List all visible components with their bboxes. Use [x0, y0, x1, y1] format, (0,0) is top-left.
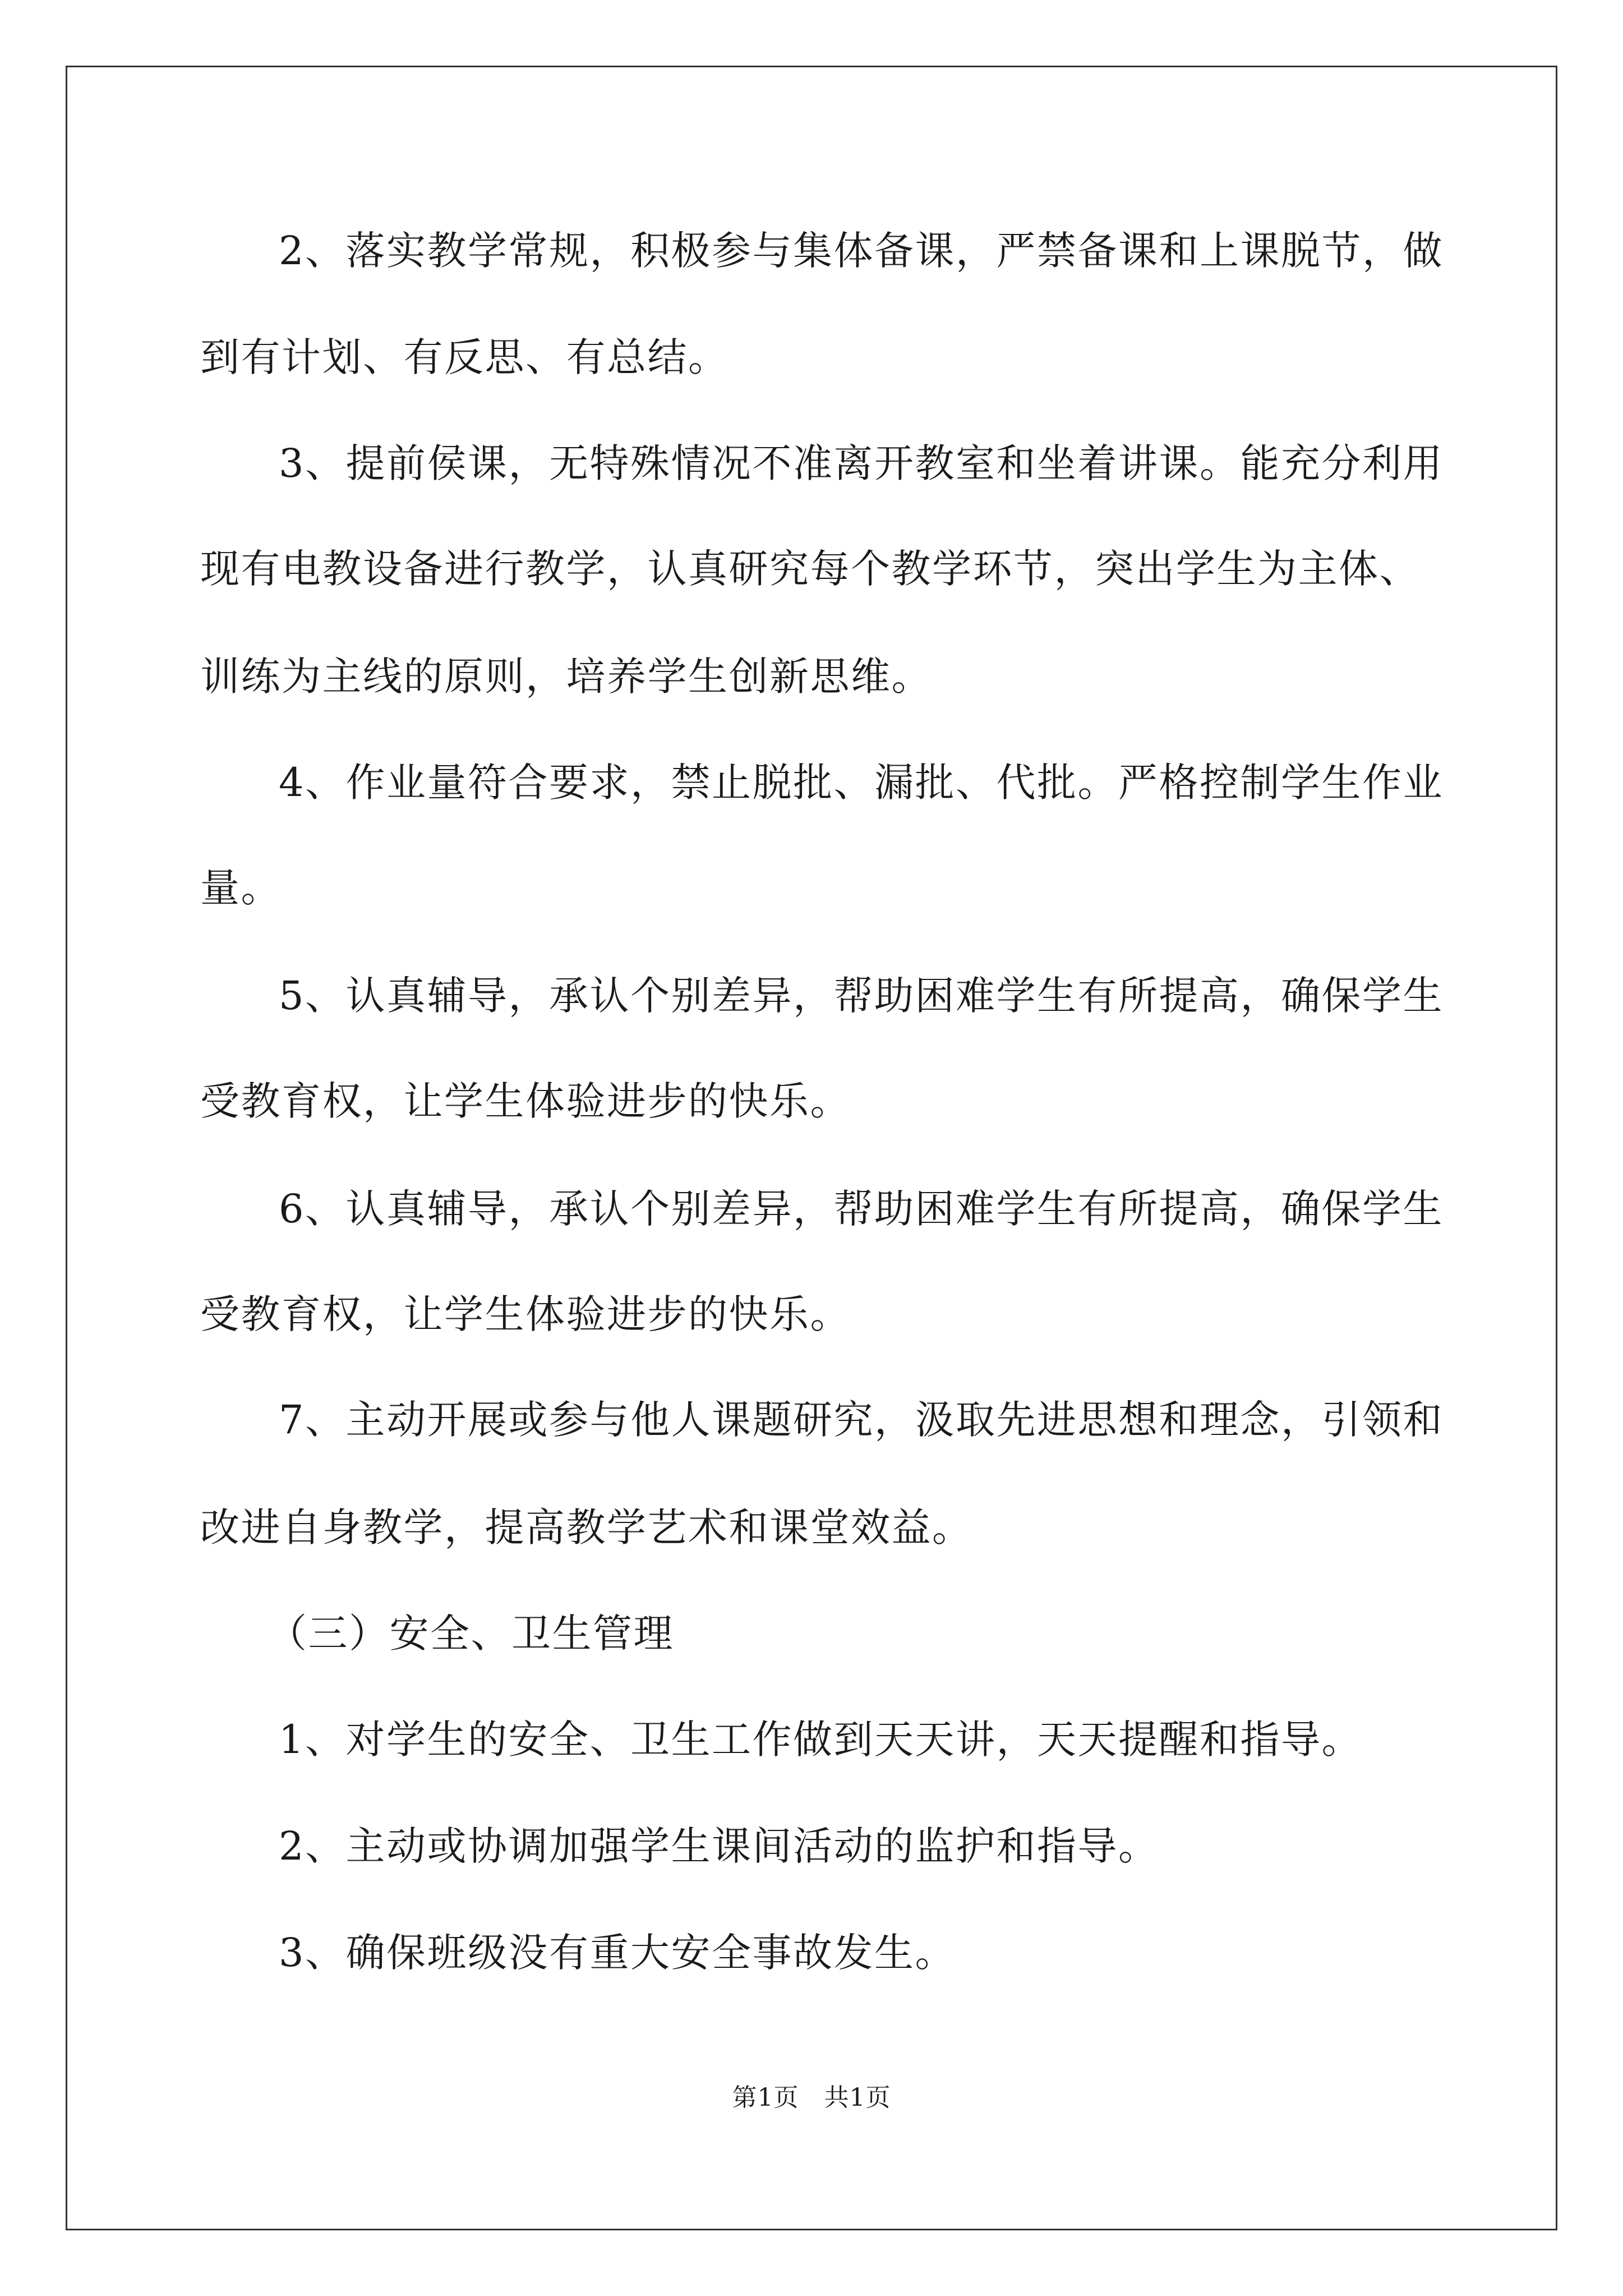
- paragraph-line: 现有电教设备进行教学，认真研究每个教学环节，突出学生为主体、: [200, 546, 1420, 592]
- paragraph-line: 7、主动开展或参与他人课题研究，汲取先进思想和理念，引领和: [279, 1397, 1444, 1443]
- paragraph-line: 3、确保班级没有重大安全事故发生。: [279, 1930, 956, 1976]
- section-heading: （三）安全、卫生管理: [268, 1611, 674, 1657]
- paragraph-line: 训练为主线的原则，培养学生创新思维。: [200, 654, 932, 700]
- paragraph-line: 量。: [200, 865, 282, 911]
- paragraph-line: 4、作业量符合要求，禁止脱批、漏批、代批。严格控制学生作业: [279, 760, 1444, 806]
- paragraph-line: 2、主动或协调加强学生课间活动的监护和指导。: [279, 1823, 1159, 1869]
- paragraph-line: 到有计划、有反思、有总结。: [200, 334, 729, 380]
- paragraph-line: 改进自身教学，提高教学艺术和课堂效益。: [200, 1504, 973, 1550]
- paragraph-line: 6、认真辅导，承认个别差异，帮助困难学生有所提高，确保学生: [279, 1186, 1444, 1232]
- page-number-footer: 第1页 共1页: [732, 2083, 891, 2112]
- paragraph-line: 受教育权，让学生体验进步的快乐。: [200, 1078, 851, 1124]
- paragraph-line: 5、认真辅导，承认个别差异，帮助困难学生有所提高，确保学生: [279, 973, 1444, 1019]
- paragraph-line: 1、对学生的安全、卫生工作做到天天讲，天天提醒和指导。: [279, 1717, 1363, 1763]
- page-border: [66, 66, 1557, 2230]
- paragraph-line: 2、落实教学常规，积极参与集体备课，严禁备课和上课脱节，做: [279, 228, 1444, 274]
- paragraph-line: 3、提前侯课，无特殊情况不准离开教室和坐着讲课。能充分利用: [279, 440, 1444, 486]
- paragraph-line: 受教育权，让学生体验进步的快乐。: [200, 1291, 851, 1337]
